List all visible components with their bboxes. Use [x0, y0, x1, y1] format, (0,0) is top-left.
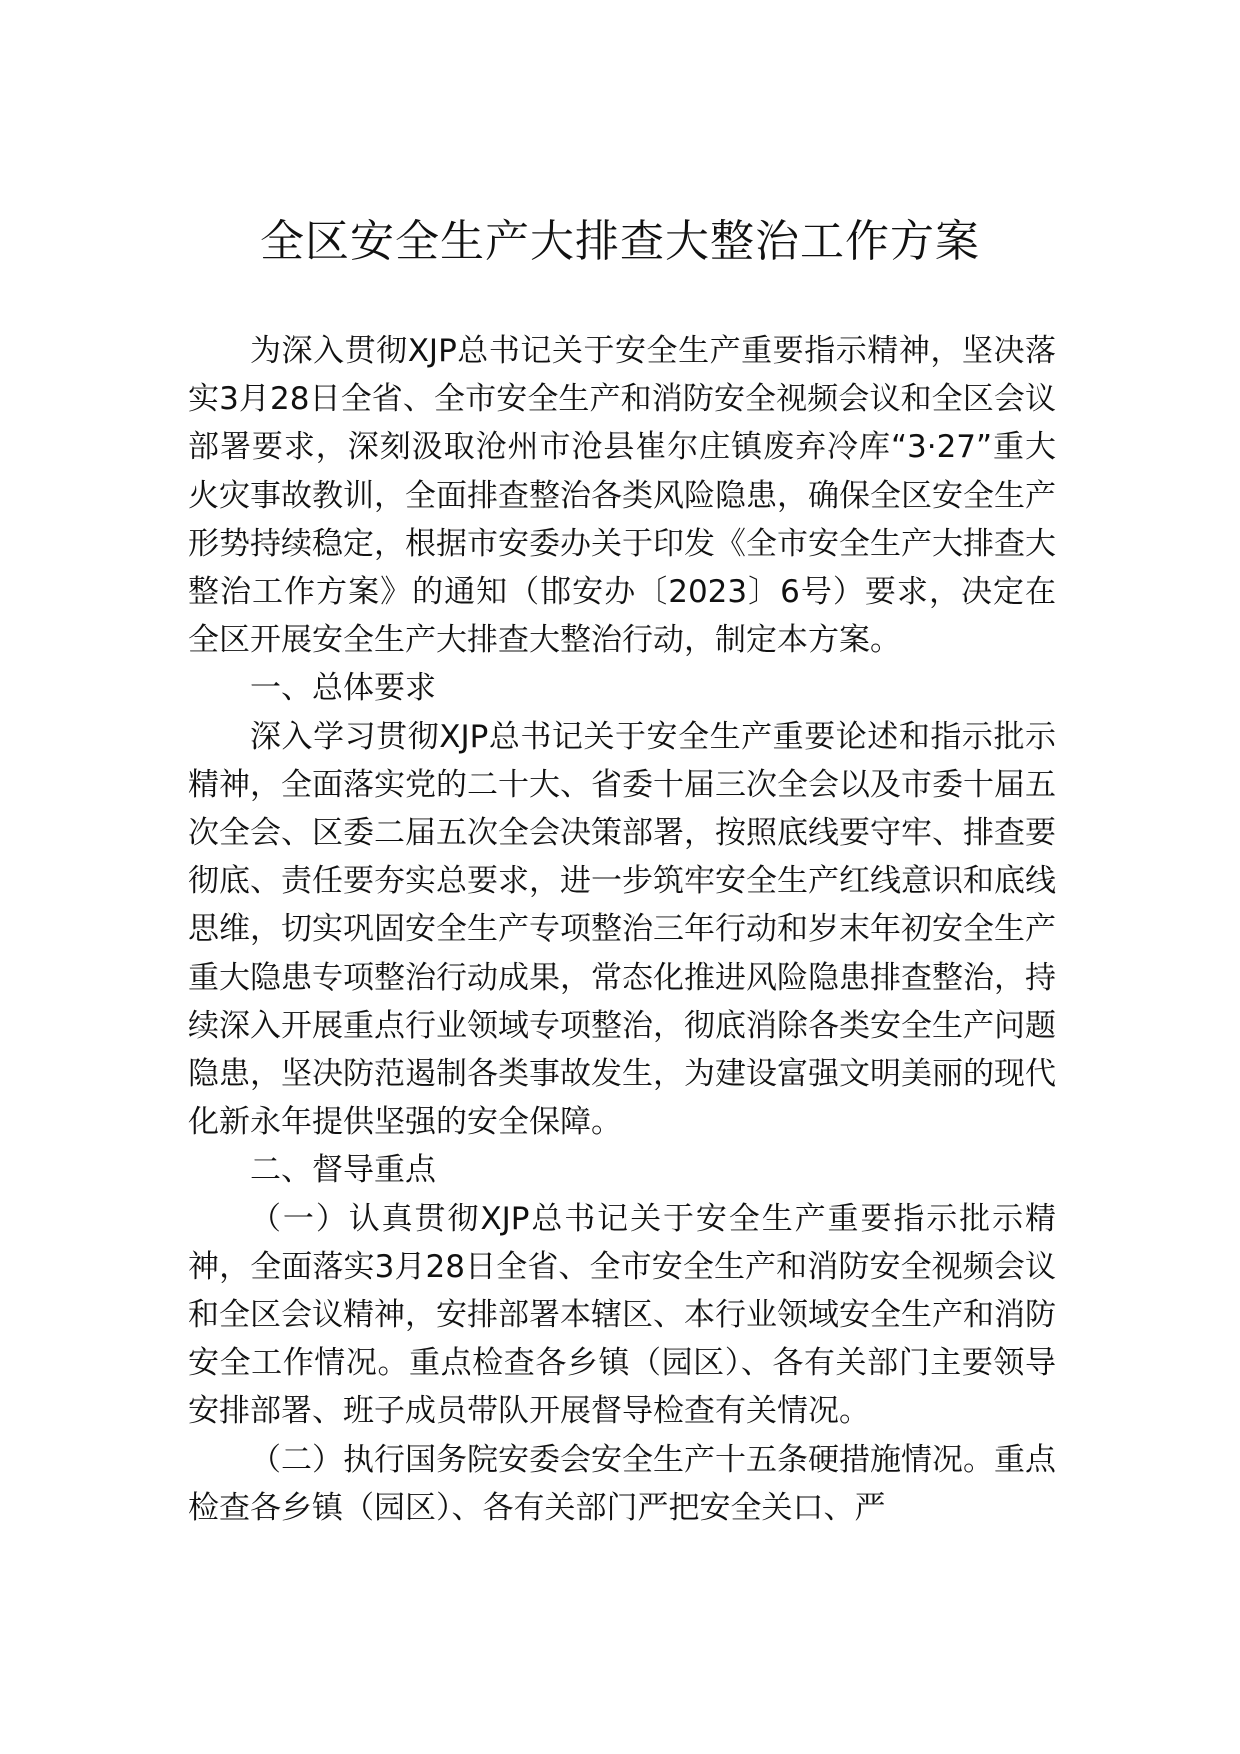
supervision-item-2-paragraph: （二）执行国务院安委会安全生产十五条硬措施情况。重点检查各乡镇（园区）、各有关部门严把安全关口、严: [188, 1441, 1056, 1526]
document-title: 全区安全生产大排查大整治工作方案: [260, 216, 980, 267]
section-heading-supervision-focus: 二、督导重点: [250, 1152, 436, 1189]
document-body: [188, 327, 1056, 1532]
supervision-item-1-paragraph: （一）认真贯彻XJP总书记关于安全生产重要指示批示精神，全面落实3月28日全省、全市安全生产和消防安全视频会议和全区会议精神，安排部署本辖区、本行业领域安全生产和消防安全工作情况。重点检查各乡镇（园区）、各有关部门主要领导安排部署、班子成员带队开展督导检查有关情况。: [188, 1200, 1056, 1430]
general-requirements-paragraph: 深入学习贯彻XJP总书记关于安全生产重要论述和指示批示精神，全面落实党的二十大、省委十届三次全会以及市委十届五次全会、区委二届五次全会决策部署，按照底线要守牢、排查要彻底、责任要夯实总要求，进一步筑牢安全生产红线意识和底线思维，切实巩固安全生产专项整治三年行动和岁末年初安全生产重大隐患专项整治行动成果，常态化推进风险隐患排查整治，持续深入开展重点行业领域专项整治，彻底消除各类安全生产问题隐患，坚决防范遏制各类事故发生，为建设富强文明美丽的现代化新永年提供坚强的安全保障。: [188, 718, 1056, 1141]
intro-paragraph: 为深入贯彻XJP总书记关于安全生产重要指示精神，坚决落实3月28日全省、全市安全生产和消防安全视频会议和全区会议部署要求，深刻汲取沧州市沧县崔尔庄镇废弃冷库“3·27”重大火灾事故教训，全面排查整治各类风险隐患，确保全区安全生产形势持续稳定，根据市安委办关于印发《全市安全生产大排查大整治工作方案》的通知（邯安办〔2023〕6号）要求，决定在全区开展安全生产大排查大整治行动，制定本方案。: [188, 333, 1056, 659]
section-heading-general-requirements: 一、总体要求: [250, 670, 436, 707]
